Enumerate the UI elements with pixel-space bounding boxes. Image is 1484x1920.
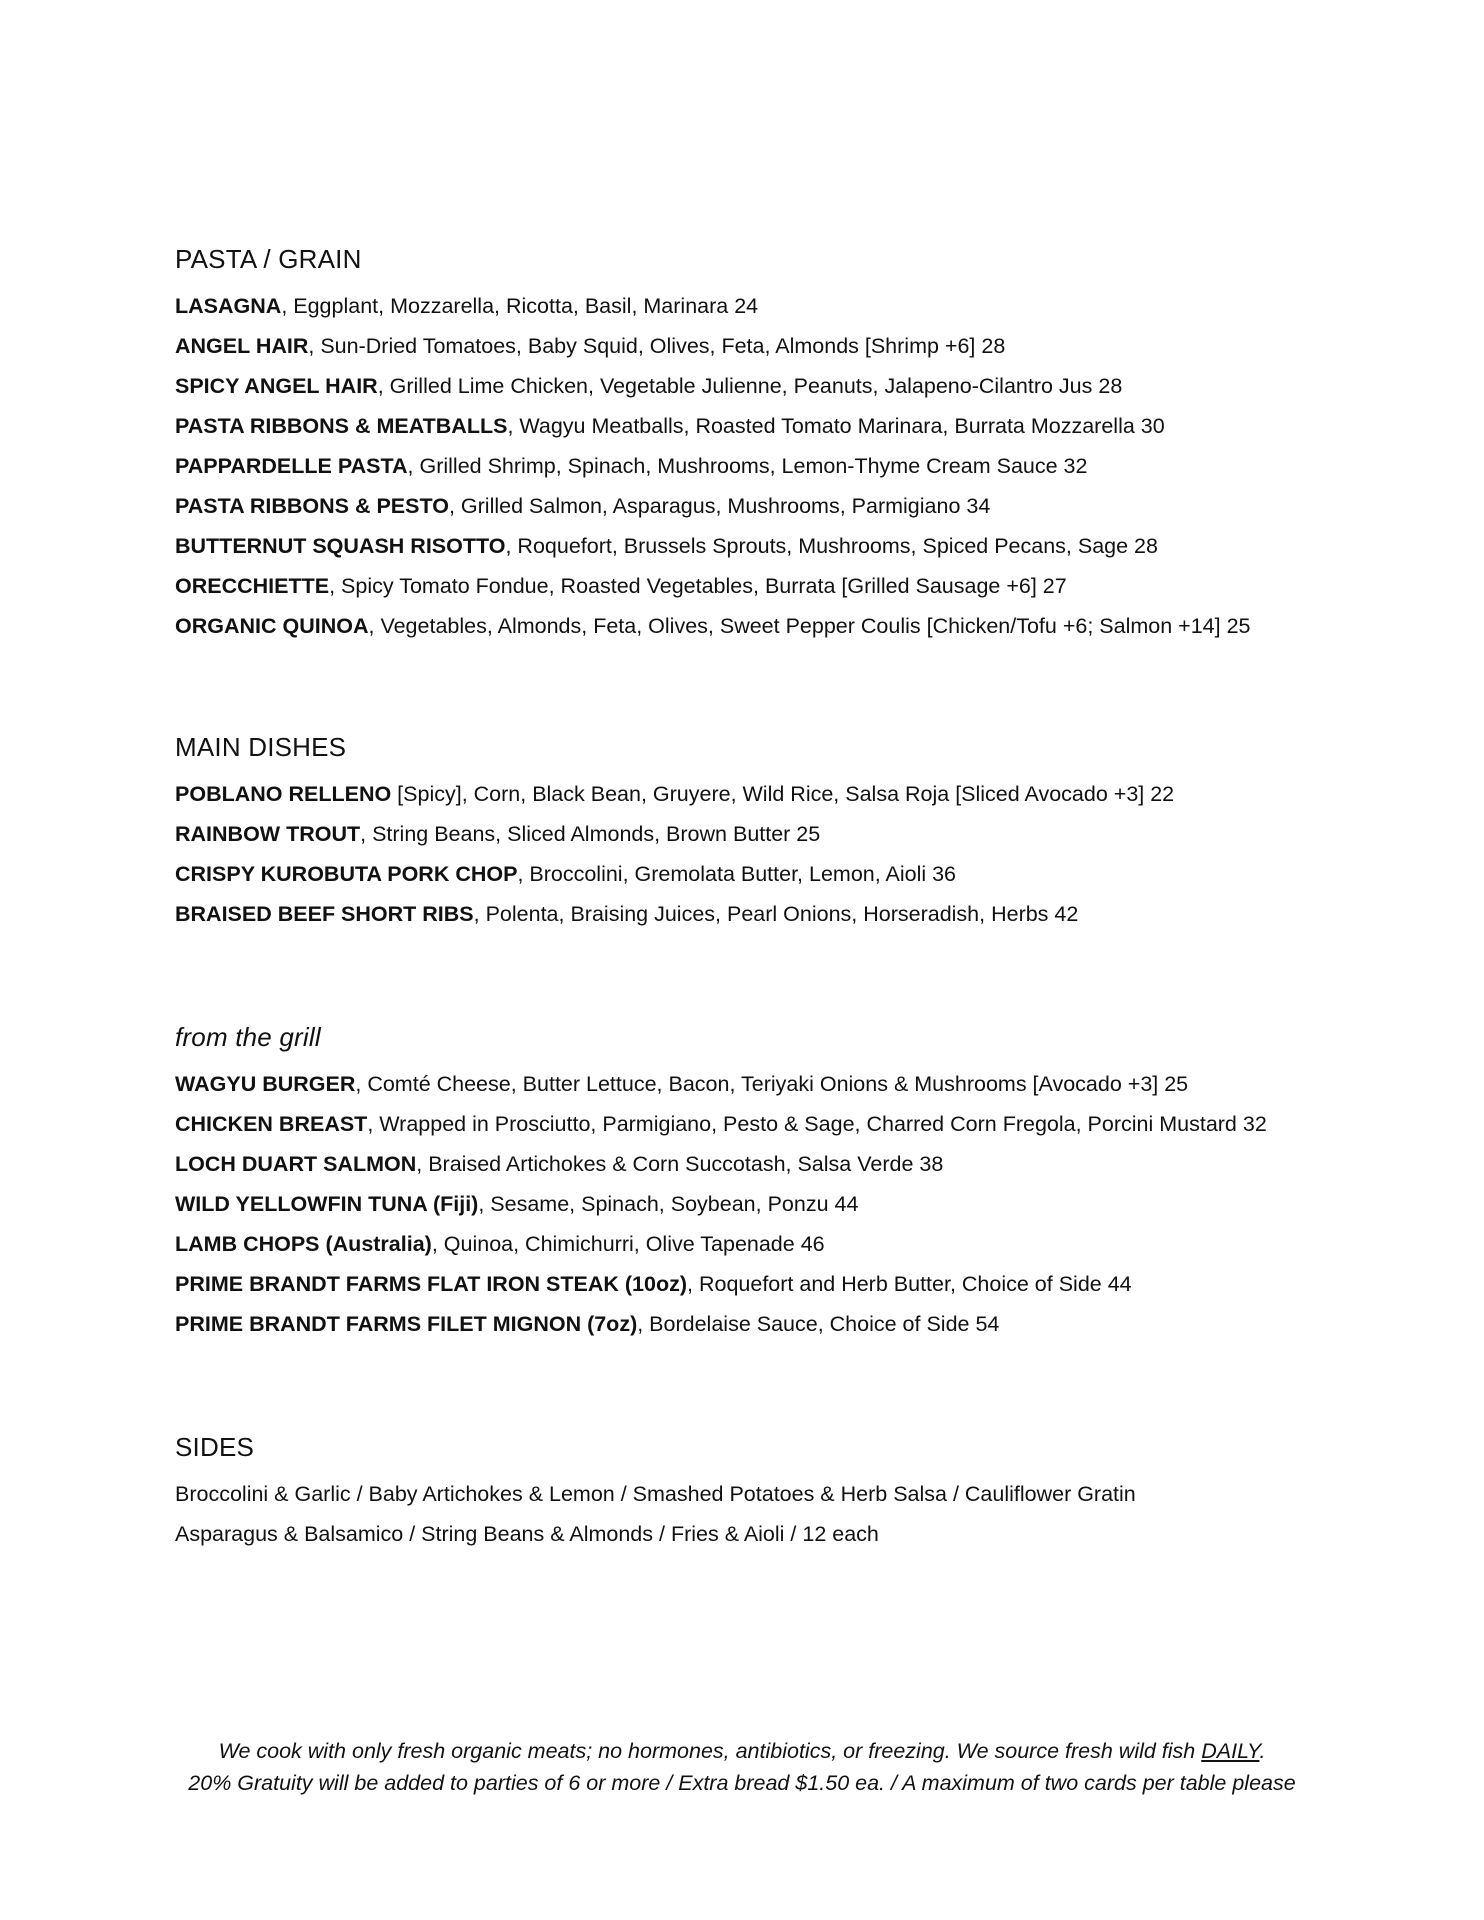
menu-item <box>175 1104 1267 1144</box>
menu-item <box>175 326 1251 366</box>
section-sides <box>175 1430 1136 1554</box>
section-title: PASTA / GRAIN <box>175 244 362 274</box>
menu-item <box>175 286 1251 326</box>
item-description: , Eggplant, Mozzarella, Ricotta, Basil, Marinara 24 <box>281 294 759 318</box>
menu-item <box>175 1264 1267 1304</box>
item-name: SPICY ANGEL HAIR <box>175 374 378 398</box>
section-title: MAIN DISHES <box>175 732 347 762</box>
footer-line-1-end: . <box>1259 1739 1266 1763</box>
item-description: , String Beans, Sliced Almonds, Brown Butter 25 <box>360 822 821 846</box>
item-description: , Spicy Tomato Fondue, Roasted Vegetables, Burrata [Grilled Sausage +6] 27 <box>329 574 1067 598</box>
item-name: BUTTERNUT SQUASH RISOTTO <box>175 534 506 558</box>
menu-item <box>175 446 1251 486</box>
item-description: , Sun-Dried Tomatoes, Baby Squid, Olives, Feta, Almonds [Shrimp +6] 28 <box>308 334 1006 358</box>
menu-item <box>175 486 1251 526</box>
item-description: , Vegetables, Almonds, Feta, Olives, Sweet Pepper Coulis [Chicken/Tofu +6; Salmon +14] 25 <box>368 614 1251 638</box>
item-description: , Sesame, Spinach, Soybean, Ponzu 44 <box>478 1192 859 1216</box>
menu-item <box>175 1304 1267 1344</box>
sides-line-1: Broccolini & Garlic / Baby Artichokes & Lemon / Smashed Potatoes & Herb Salsa / Cauliflower Gratin <box>175 1482 1136 1506</box>
section-main-dishes <box>175 730 1174 934</box>
menu-item <box>175 1184 1267 1224</box>
section-title: from the grill <box>175 1022 321 1052</box>
section-title: SIDES <box>175 1432 255 1462</box>
menu-item <box>175 814 1174 854</box>
menu-item <box>175 406 1251 446</box>
menu-item <box>175 774 1174 814</box>
item-name: CHICKEN BREAST <box>175 1112 368 1136</box>
item-name: PAPPARDELLE PASTA <box>175 454 408 478</box>
item-name: BRAISED BEEF SHORT RIBS <box>175 902 474 926</box>
footer-notes <box>0 1735 1484 1799</box>
item-name: POBLANO RELLENO <box>175 782 392 806</box>
item-description: , Comté Cheese, Butter Lettuce, Bacon, Teriyaki Onions & Mushrooms [Avocado +3] 25 <box>355 1072 1189 1096</box>
item-description: , Roquefort, Brussels Sprouts, Mushrooms, Spiced Pecans, Sage 28 <box>505 534 1158 558</box>
item-description: , Braised Artichokes & Corn Succotash, Salsa Verde 38 <box>416 1152 944 1176</box>
item-description: , Grilled Salmon, Asparagus, Mushrooms, Parmigiano 34 <box>448 494 991 518</box>
footer-daily-underlined: DAILY <box>1201 1739 1260 1763</box>
item-name: PASTA RIBBONS & MEATBALLS <box>175 414 508 438</box>
item-name: ANGEL HAIR <box>175 334 309 358</box>
footer-line-1-text: We cook with only fresh organic meats; no hormones, antibiotics, or freezing. We source fresh wild fish <box>218 1739 1202 1763</box>
menu-item <box>175 566 1251 606</box>
item-name: CRISPY KUROBUTA PORK CHOP <box>175 862 518 886</box>
item-description: , Broccolini, Gremolata Butter, Lemon, Aioli 36 <box>517 862 957 886</box>
item-name: ORECCHIETTE <box>175 574 330 598</box>
menu-item <box>175 854 1174 894</box>
menu-item <box>175 526 1251 566</box>
menu-item <box>175 366 1251 406</box>
item-description: , Polenta, Braising Juices, Pearl Onions, Horseradish, Herbs 42 <box>473 902 1079 926</box>
item-name: LOCH DUART SALMON <box>175 1152 417 1176</box>
item-description: , Quinoa, Chimichurri, Olive Tapenade 46 <box>431 1232 825 1256</box>
item-name: LAMB CHOPS (Australia) <box>175 1232 432 1256</box>
section-from-the-grill <box>175 1020 1267 1344</box>
item-name: PASTA RIBBONS & PESTO <box>175 494 449 518</box>
item-description: , Roquefort and Herb Butter, Choice of Side 44 <box>687 1272 1132 1296</box>
section-pasta-grain <box>175 242 1251 646</box>
menu-item <box>175 894 1174 934</box>
item-name: PRIME BRANDT FARMS FLAT IRON STEAK (10oz) <box>175 1272 688 1296</box>
footer-line-1 <box>0 1735 1484 1767</box>
item-name: LASAGNA <box>175 294 282 318</box>
sides-line-2: Asparagus & Balsamico / String Beans & Almonds / Fries & Aioli / 12 each <box>175 1522 879 1546</box>
item-name: RAINBOW TROUT <box>175 822 361 846</box>
item-description: , Wagyu Meatballs, Roasted Tomato Marinara, Burrata Mozzarella 30 <box>507 414 1165 438</box>
item-description: , Bordelaise Sauce, Choice of Side 54 <box>637 1312 1000 1336</box>
item-name: WILD YELLOWFIN TUNA (Fiji) <box>175 1192 479 1216</box>
item-name: ORGANIC QUINOA <box>175 614 369 638</box>
menu-item <box>175 1144 1267 1184</box>
item-description: , Grilled Lime Chicken, Vegetable Julienne, Peanuts, Jalapeno-Cilantro Jus 28 <box>377 374 1123 398</box>
footer-line-2: 20% Gratuity will be added to parties of 6 or more / Extra bread $1.50 ea. / A maximum of two cards per table please <box>188 1771 1296 1795</box>
item-description: [Spicy], Corn, Black Bean, Gruyere, Wild Rice, Salsa Roja [Sliced Avocado +3] 22 <box>391 782 1175 806</box>
item-description: , Grilled Shrimp, Spinach, Mushrooms, Lemon-Thyme Cream Sauce 32 <box>407 454 1088 478</box>
item-name: PRIME BRANDT FARMS FILET MIGNON (7oz) <box>175 1312 638 1336</box>
menu-item <box>175 1064 1267 1104</box>
menu-item <box>175 606 1251 646</box>
item-name: WAGYU BURGER <box>175 1072 356 1096</box>
item-description: , Wrapped in Prosciutto, Parmigiano, Pesto & Sage, Charred Corn Fregola, Porcini Mustard 32 <box>367 1112 1267 1136</box>
menu-item <box>175 1224 1267 1264</box>
